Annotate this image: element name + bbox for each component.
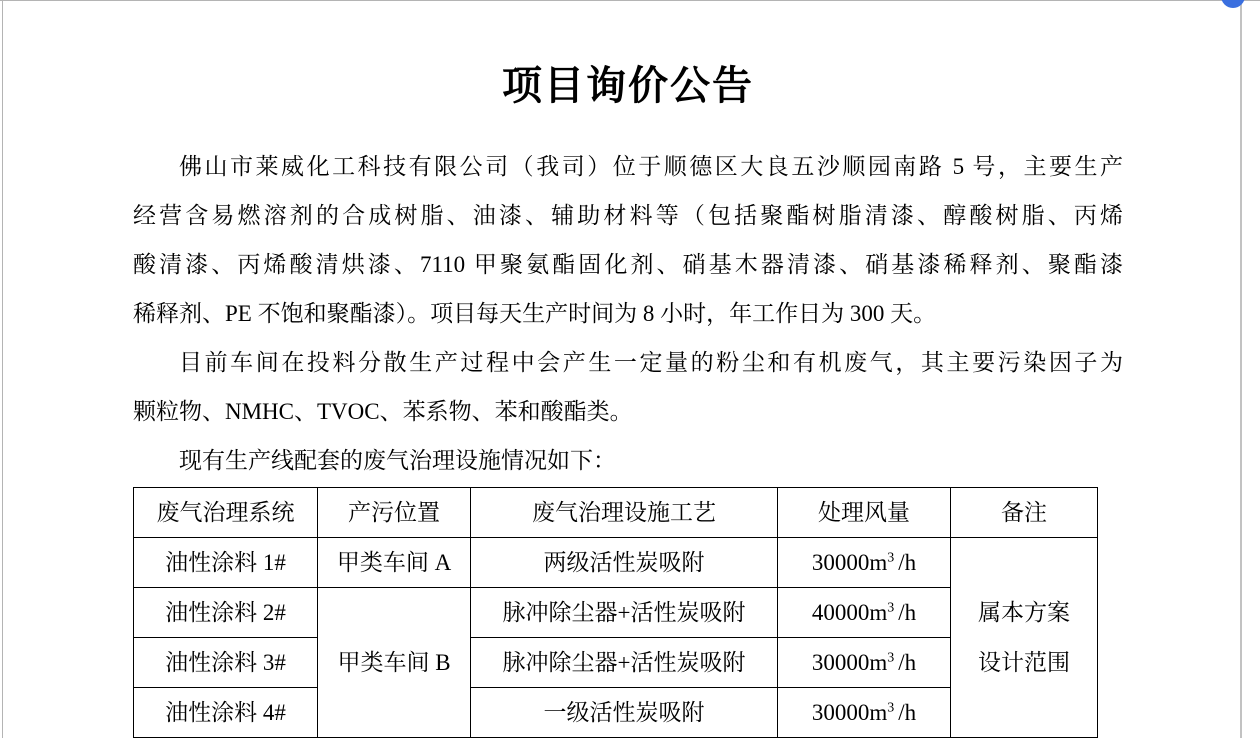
cell-process: 两级活性炭吸附 [471, 538, 778, 588]
cell-airflow: $30000m^3$ /h [778, 638, 951, 688]
col-header-remark: 备注 [951, 488, 1098, 538]
page-title: 项目询价公告 [502, 63, 754, 108]
table-row [134, 538, 1098, 588]
cell-system: 油性涂料 3# [134, 638, 318, 688]
text-line: 佛山市莱威化工科技有限公司（我司）位于顺德区大良五沙顺园南路 5 号，主要生产 [179, 154, 1123, 179]
page-left-border [2, 0, 3, 738]
table-header-row [134, 488, 1098, 538]
cell-system: 油性涂料 2# [134, 588, 318, 638]
text-line: 稀释剂、PE 不饱和聚酯漆）。项目每天生产时间为 8 小时，年工作日为 300 天。 [133, 301, 937, 326]
cell-system: 油性涂料 1# [134, 538, 318, 588]
waste-gas-treatment-table [133, 487, 1098, 738]
text-line: 目前车间在投料分散生产过程中会产生一定量的粉尘和有机废气，其主要污染因子为 [179, 350, 1123, 375]
remark-line: 属本方案 [978, 599, 1070, 625]
cell-airflow: $30000m^3$ /h [778, 688, 951, 738]
cell-system: 油性涂料 4# [134, 688, 318, 738]
cell-airflow: $40000m^3$ /h [778, 588, 951, 638]
paragraph-table-lead-in [133, 436, 1123, 485]
paragraph-pollutants [133, 338, 1123, 436]
page-right-border [1240, 0, 1242, 738]
text-line: 酸清漆、丙烯酸清烘漆、7110 甲聚氨酯固化剂、硝基木器清漆、硝基漆稀释剂、聚酯漆 [133, 252, 1123, 277]
cell-remark [951, 538, 1098, 738]
cell-location: 甲类车间 A [318, 538, 471, 588]
col-header-airflow: 处理风量 [778, 488, 951, 538]
remark-line: 设计范围 [978, 649, 1070, 675]
paragraph-company-intro [133, 142, 1123, 338]
cell-process: 一级活性炭吸附 [471, 688, 778, 738]
col-header-process: 废气治理设施工艺 [471, 488, 778, 538]
text-line: 颗粒物、NMHC、TVOC、苯系物、苯和酸酯类。 [133, 399, 633, 424]
text-line: 经营含易燃溶剂的合成树脂、油漆、辅助材料等（包括聚酯树脂清漆、醇酸树脂、丙烯 [133, 203, 1123, 228]
document-content [133, 0, 1123, 738]
col-header-location: 产污位置 [318, 488, 471, 538]
text-line: 现有生产线配套的废气治理设施情况如下： [179, 448, 616, 473]
cell-process: 脉冲除尘器+活性炭吸附 [471, 638, 778, 688]
cell-airflow: $30000m^3$ /h [778, 538, 951, 588]
col-header-system: 废气治理系统 [134, 488, 318, 538]
cell-location: 甲类车间 B [318, 588, 471, 738]
cell-process: 脉冲除尘器+活性炭吸附 [471, 588, 778, 638]
